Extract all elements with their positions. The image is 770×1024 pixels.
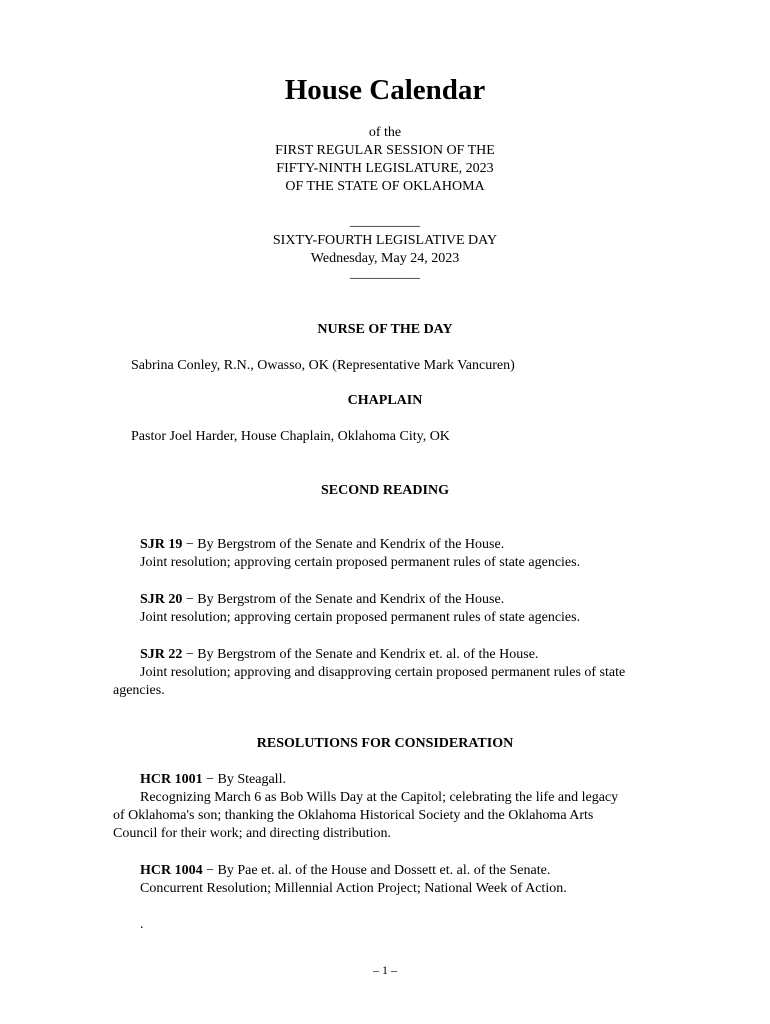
of-the-line: of the	[368, 125, 402, 140]
trailing-dot: .	[140, 917, 144, 932]
resolution-authors: − By Steagall.	[202, 772, 286, 787]
legislative-day: SIXTY-FOURTH LEGISLATIVE DAY	[272, 233, 498, 248]
bill-id: SJR 20	[140, 592, 183, 607]
nurse-text: Sabrina Conley, R.N., Owasso, OK (Representative Mark Vancuren)	[131, 358, 515, 373]
divider-rule-bottom: __________	[350, 266, 420, 281]
nurse-heading: NURSE OF THE DAY	[317, 322, 453, 337]
second-reading-heading: SECOND READING	[321, 483, 449, 498]
resolution-description-continued: of Oklahoma's son; thanking the Oklahoma Historical Society and the Oklahoma Arts	[113, 808, 594, 823]
page-number: – 1 –	[373, 963, 397, 977]
resolution-description: Recognizing March 6 as Bob Wills Day at the Capitol; celebrating the life and legacy	[140, 790, 619, 805]
page-title: House Calendar	[284, 74, 486, 106]
resolutions-heading: RESOLUTIONS FOR CONSIDERATION	[256, 736, 514, 751]
bill-description: Joint resolution; approving certain proposed permanent rules of state agencies.	[140, 610, 581, 625]
bill-item-sjr-19	[113, 536, 673, 572]
session-date: Wednesday, May 24, 2023	[310, 251, 460, 266]
resolution-id: HCR 1004	[140, 863, 203, 878]
bill-id: SJR 19	[140, 537, 183, 552]
bill-authors: − By Bergstrom of the Senate and Kendrix et. al. of the House.	[182, 647, 539, 662]
chaplain-text: Pastor Joel Harder, House Chaplain, Oklahoma City, OK	[131, 429, 450, 444]
resolution-description-continued: Council for their work; and directing distribution.	[113, 826, 392, 841]
divider-rule-top: __________	[350, 214, 420, 229]
bill-authors: − By Bergstrom of the Senate and Kendrix of the House.	[182, 537, 505, 552]
resolution-item-hcr-1004	[113, 862, 673, 898]
session-line-1: FIRST REGULAR SESSION OF THE	[275, 143, 495, 158]
bill-description: Joint resolution; approving and disapproving certain proposed permanent rules of state	[140, 665, 626, 680]
session-line-2: FIFTY-NINTH LEGISLATURE, 2023	[276, 161, 494, 176]
bill-authors: − By Bergstrom of the Senate and Kendrix of the House.	[182, 592, 505, 607]
resolution-authors: − By Pae et. al. of the House and Dossett et. al. of the Senate.	[202, 863, 551, 878]
bill-id: SJR 22	[140, 647, 183, 662]
chaplain-heading: CHAPLAIN	[347, 393, 423, 408]
bill-description-continued: agencies.	[113, 683, 165, 698]
resolution-item-hcr-1001	[113, 771, 673, 843]
resolution-description: Concurrent Resolution; Millennial Action Project; National Week of Action.	[140, 881, 567, 896]
bill-item-sjr-20	[113, 591, 673, 627]
bill-item-sjr-22	[113, 646, 683, 700]
resolution-id: HCR 1001	[140, 772, 203, 787]
session-line-3: OF THE STATE OF OKLAHOMA	[285, 179, 485, 194]
bill-description: Joint resolution; approving certain proposed permanent rules of state agencies.	[140, 555, 581, 570]
